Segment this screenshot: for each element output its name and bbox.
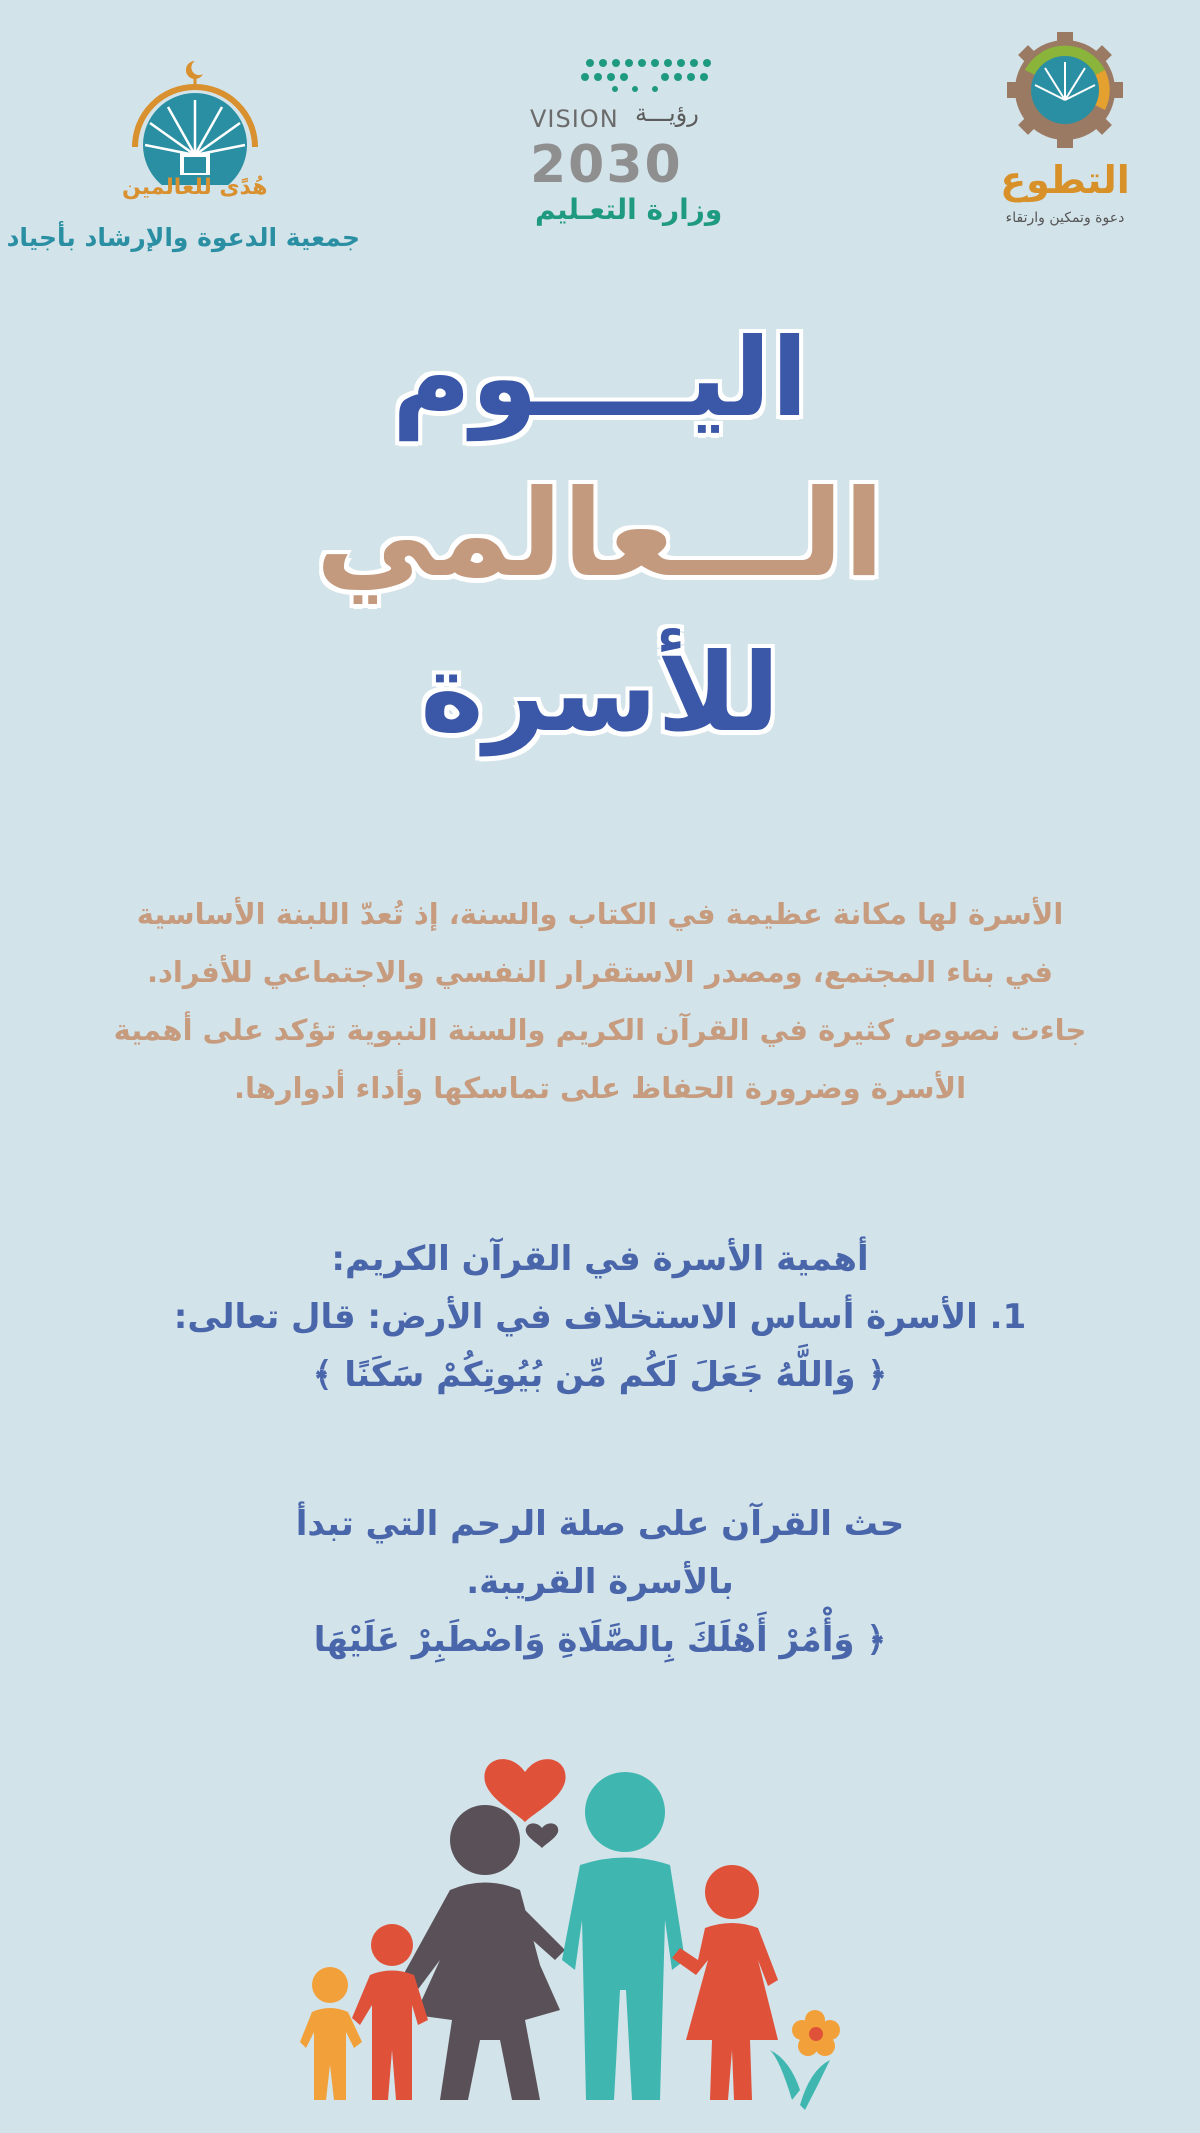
kinship-section [40, 1495, 1160, 1669]
section-line: حث القرآن على صلة الرحم التي تبدأ [295, 1504, 905, 1544]
father-figure [562, 1772, 685, 2100]
vision-year: 2030 [530, 135, 683, 195]
huda-emblem-icon [30, 55, 360, 185]
gear-globe-icon [985, 30, 1145, 155]
quran-verse: ﴿ وَاللَّهُ جَعَلَ لَكُم مِّن بُيُوتِكُمْ سَكَنًا ﴾ [312, 1355, 888, 1395]
intro-line: الأسرة وضرورة الحفاظ على تماسكها وأداء أدوارها. [233, 1071, 967, 1105]
title-line-international: الـــعالمي [315, 465, 885, 604]
title-line-day: اليــــوم [391, 316, 809, 441]
tatawwu-name: التطوع [1000, 158, 1130, 202]
huda-org-name: جمعية الدعوة والإرشاد بأجياد [6, 223, 360, 252]
tatawwu-tagline: دعوة وتمكين وارتقاء [1005, 210, 1125, 226]
intro-paragraph [40, 885, 1160, 1117]
flower-icon [770, 2010, 840, 2110]
huda-logo [6, 55, 360, 265]
tatawwu-logo [985, 30, 1145, 240]
vision-arabic-word: رؤيـــة [635, 99, 699, 127]
vision-dots-icon [515, 55, 725, 95]
heart-small-icon [526, 1823, 558, 1848]
huda-mark-text: هُدًى للعالمين [122, 175, 268, 200]
mother-figure [396, 1805, 565, 2100]
girl-figure [672, 1865, 778, 2100]
ministry-name: وزارة التعـليم [535, 193, 723, 226]
intro-line: في بناء المجتمع، ومصدر الاستقرار النفسي والاجتماعي للأفراد. [146, 955, 1054, 989]
vision-2030-logo [515, 55, 725, 235]
quran-verse: ﴿ وَأْمُرْ أَهْلَكَ بِالصَّلَاةِ وَاصْطَبِرْ عَلَيْهَا [313, 1620, 887, 1660]
section-line: بالأسرة القريبة. [466, 1562, 734, 1602]
intro-line: الأسرة لها مكانة عظيمة في الكتاب والسنة، إذ تُعدّ اللبنة الأساسية [136, 897, 1064, 931]
intro-line: جاءت نصوص كثيرة في القرآن الكريم والسنة النبوية تؤكد على أهمية [113, 1013, 1087, 1047]
quran-importance-section [40, 1230, 1160, 1404]
section-point: 1. الأسرة أساس الاستخلاف في الأرض: قال تعالى: [173, 1297, 1027, 1337]
logo-row [0, 0, 1200, 280]
family-illustration [300, 1720, 860, 2120]
vision-word: VISION [530, 105, 619, 133]
boy-figure [352, 1924, 428, 2100]
section-heading: أهمية الأسرة في القرآن الكريم: [331, 1239, 869, 1279]
title-line-family: للأسرة [420, 631, 780, 756]
toddler-figure [300, 1967, 362, 2100]
